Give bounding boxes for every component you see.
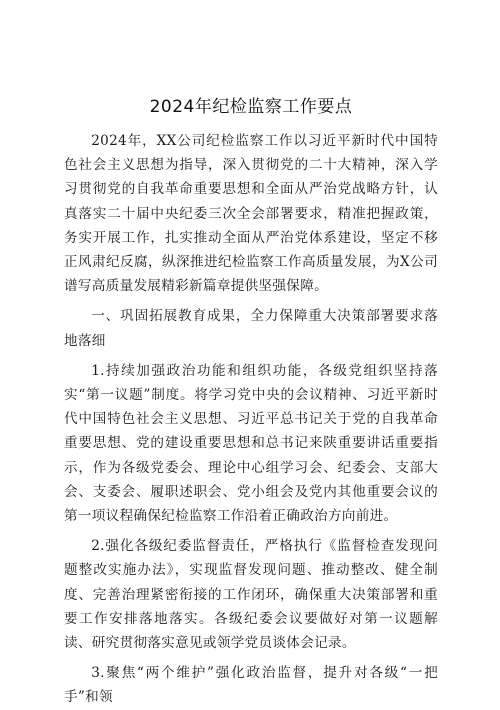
section-heading-1: 一、巩固拓展教育成果，全力保障重大决策部署要求落地落细	[64, 308, 438, 349]
item-paragraph-1: 1.持续加强政治功能和组织功能，各级党组织坚持落实“第一议题”制度。将学习党中央的会议精神、习近平新时代中国特色社会主义思想、习近平总书记关于党的自我革命重要思想、党的建设重要思想和总书记来陕重要讲话重要指示，作为各级党委会、理论中心组学习会、纪委会、支部大会、支委会、履职述职会、党小组会及党内其他重要会议的第一项议程确保纪检监察工作沿着正确政治方向前进。	[64, 362, 438, 525]
document-title: 2024年纪检监察工作要点	[149, 97, 353, 117]
item-paragraph-2: 2.强化各级纪委监督责任，严格执行《监督检查发现问题整改实施办法》，实现监督发现问题、推动整改、健全制度、完善治理紧密衔接的工作闭环，确保重大决策部署和重要工作安排落地落实。各级纪委会议要做好对第一议题解读、研究贯彻落实意见或领学党员谈体会记录。	[64, 538, 438, 652]
item-paragraph-3: 3.聚焦“两个维护”强化政治监督，提升对各级“一把手”和领	[64, 665, 438, 706]
intro-paragraph: 2024年，XX公司纪检监察工作以习近平新时代中国特色社会主义思想为指导，深入贯彻党的二十大精神，深入学习贯彻党的自我革命重要思想和全面从严治党战略方针，认真落实二十届中央纪委三次全会部署要求，精准把握政策，务实开展工作，扎实推动全面从严治党体系建设，坚定不移正风肃纪反腐，纵深推进纪检监察工作高质量发展，为X公司谱写高质量发展精彩新篇章提供坚强保障。	[64, 133, 438, 295]
